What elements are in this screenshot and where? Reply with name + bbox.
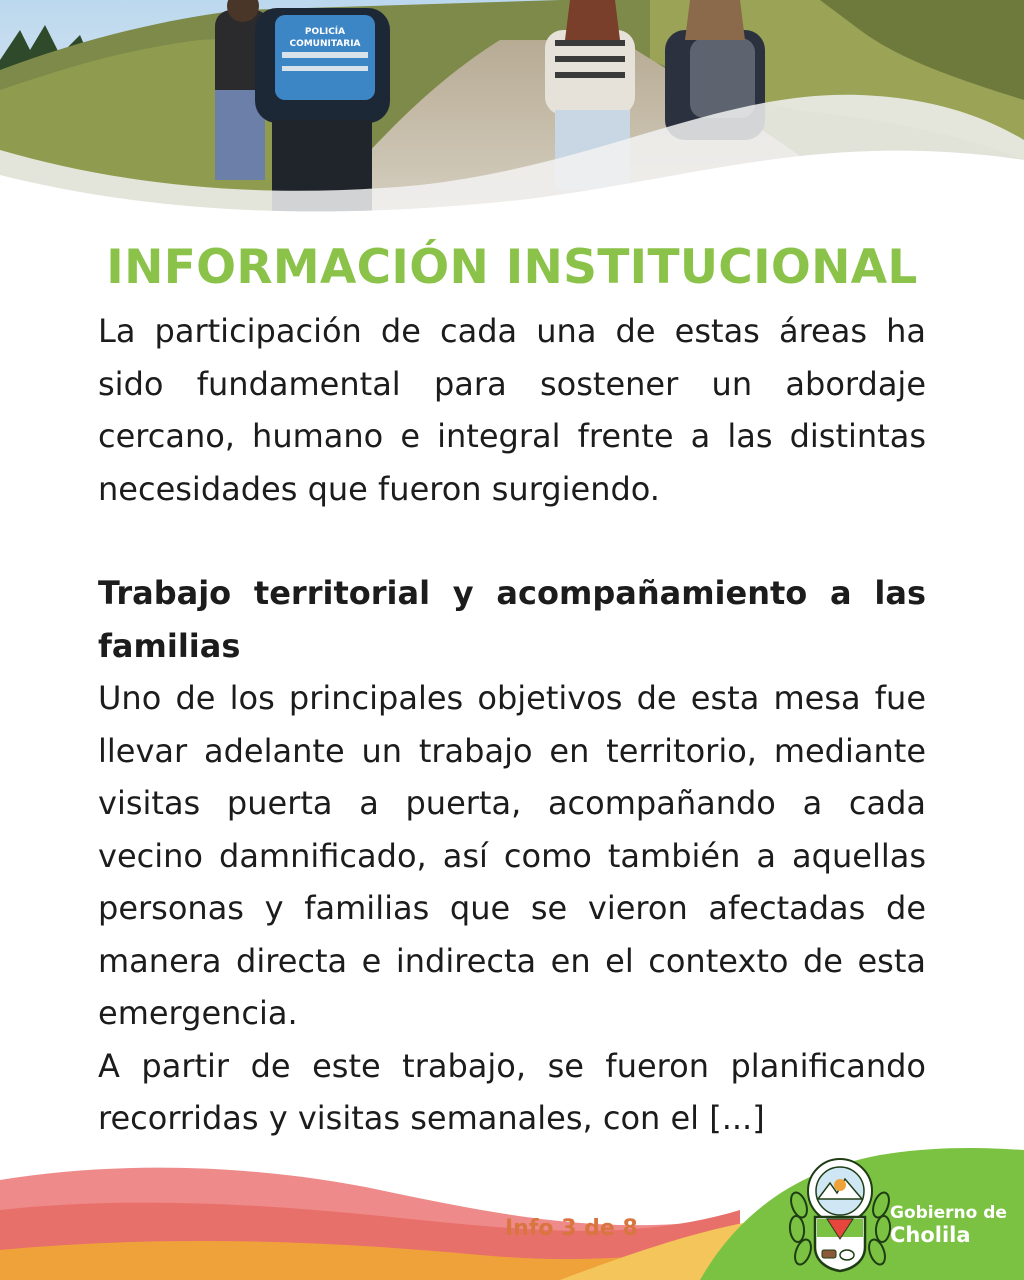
section-subheading: Trabajo territorial y acompañamiento a las familias [98, 574, 926, 665]
svg-text:COMUNITARIA: COMUNITARIA [289, 39, 361, 49]
svg-text:POLICÍA: POLICÍA [304, 27, 346, 37]
page-title: INFORMACIÓN INSTITUCIONAL [106, 240, 918, 295]
body-text [98, 305, 926, 1145]
brand-line-1: Gobierno de [890, 1203, 1007, 1223]
header-photo [0, 0, 1024, 230]
body-paragraph-1: Uno de los principales objetivos de esta mesa fue llevar adelante un trabajo en territorio, mediante visitas puerta a puerta, acompañando a cada vecino damnificado, así como también a aquellas personas y familias que se vieron afectadas de manera directa e indirecta en el contexto de esta emergencia. [98, 679, 926, 1032]
cholila-emblem-icon [785, 1155, 895, 1275]
government-brand [890, 1203, 1007, 1247]
brand-line-2: Cholila [890, 1223, 971, 1247]
info-counter: Info 3 de 8 [505, 1216, 638, 1241]
paragraph-spacer [98, 515, 926, 567]
intro-paragraph: La participación de cada una de estas áreas ha sido fundamental para sostener un abordaje cercano, humano e integral frente a las distintas necesidades que fueron surgiendo. [98, 312, 926, 508]
body-paragraph-2: A partir de este trabajo, se fueron planificando recorridas y visitas semanales, con el [...] [98, 1046, 926, 1137]
